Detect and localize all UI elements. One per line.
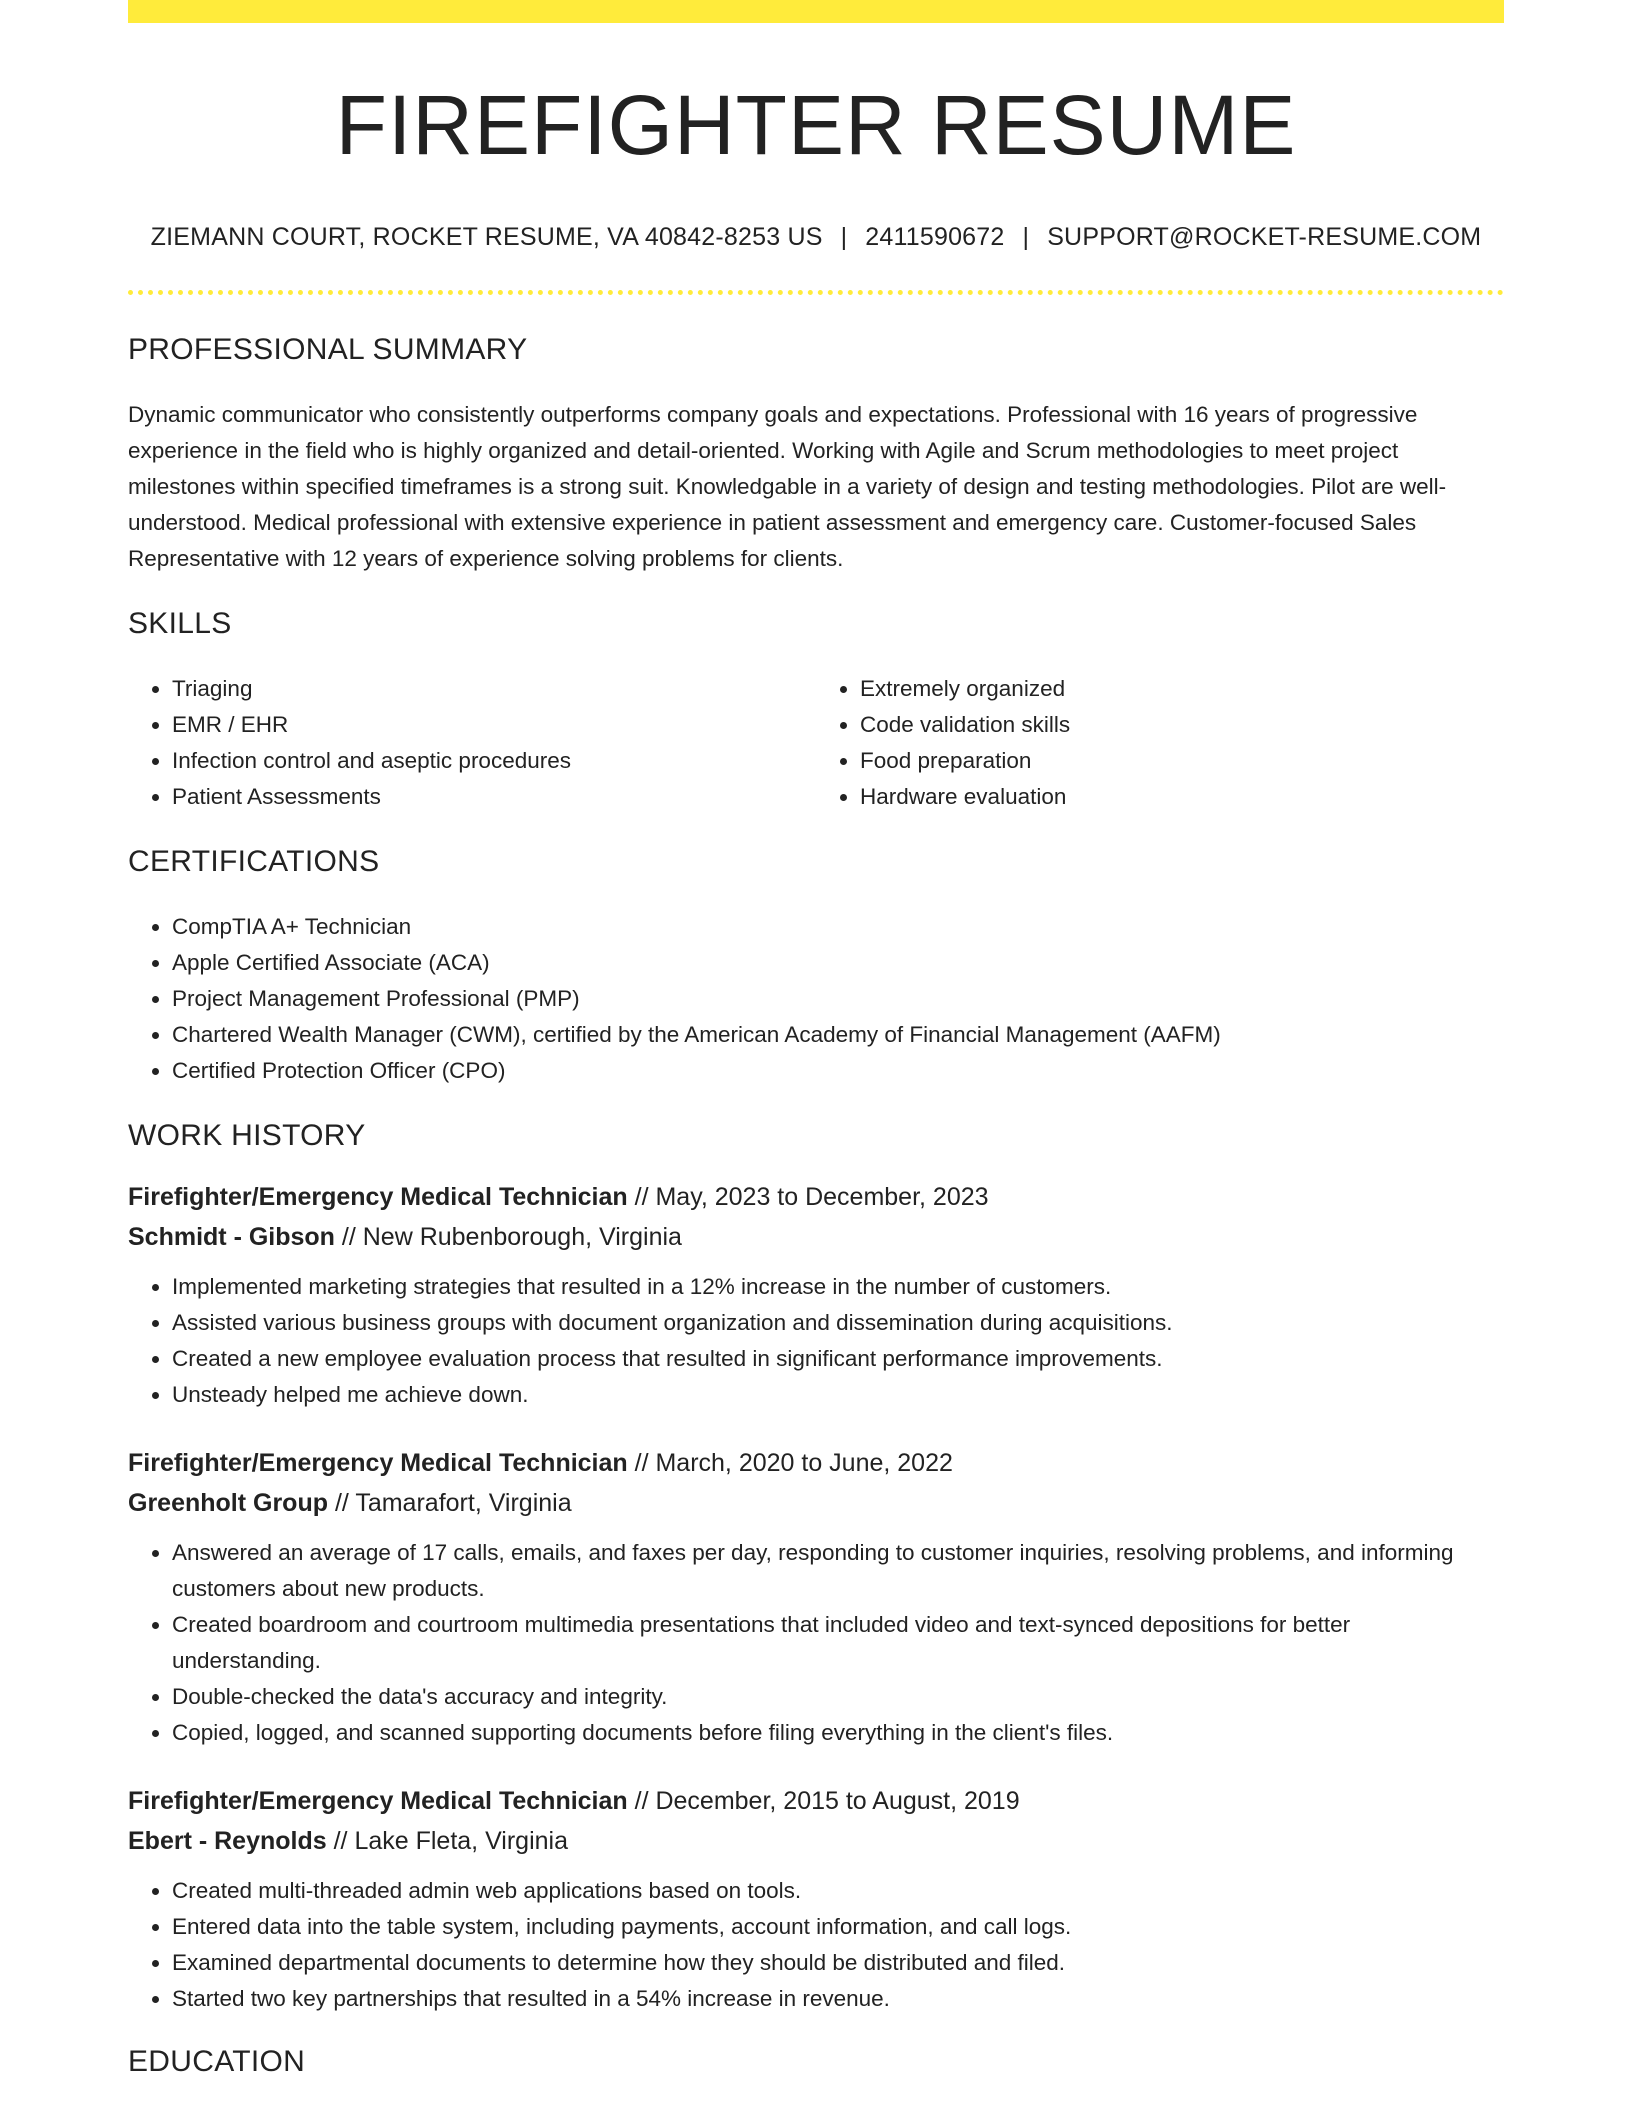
contact-phone: 2411590672	[865, 223, 1005, 252]
contact-address: ZIEMANN COURT, ROCKET RESUME, VA 40842-8253 US	[150, 223, 823, 252]
job-bullets	[128, 1535, 1504, 1751]
job-company-line	[128, 1217, 1504, 1257]
job-title-line	[128, 1177, 1504, 1217]
job-bullet: • Assisted various business groups with document organization and dissemination during acquisitions.	[172, 1305, 1504, 1341]
job-company: Greenholt Group	[128, 1489, 328, 1518]
top-accent-bar	[128, 0, 1504, 23]
job-bullet: • Created multi-threaded admin web applications based on tools.	[172, 1873, 1504, 1909]
resume-title: FIREFIGHTER RESUME	[335, 78, 1297, 172]
skills-grid	[128, 671, 1504, 815]
job-bullet: • Created a new employee evaluation process that resulted in significant performance improvements.	[172, 1341, 1504, 1377]
job-bullet: • Created boardroom and courtroom multimedia presentations that included video and text-synced depositions for better understanding.	[172, 1607, 1504, 1679]
job-title-line	[128, 1443, 1504, 1483]
skill-item: • Patient Assessments	[172, 779, 816, 815]
job-company: Ebert - Reynolds	[128, 1827, 327, 1856]
skills-section	[128, 607, 1504, 815]
job-role: Firefighter/Emergency Medical Technician	[128, 1449, 628, 1478]
skill-item: • Infection control and aseptic procedures	[172, 743, 816, 779]
resume-page	[128, 0, 1504, 2079]
header-divider	[128, 290, 1504, 295]
certification-item: • Chartered Wealth Manager (CWM), certified by the American Academy of Financial Management (AAFM)	[172, 1017, 1504, 1053]
certifications-list	[128, 909, 1504, 1089]
job-entry	[128, 1781, 1504, 2017]
job-dates: // March, 2020 to June, 2022	[627, 1449, 953, 1478]
job-bullet: • Double-checked the data's accuracy and integrity.	[172, 1679, 1504, 1715]
certification-item: • Apple Certified Associate (ACA)	[172, 945, 1504, 981]
skill-item: • Hardware evaluation	[860, 779, 1504, 815]
skill-item: • EMR / EHR	[172, 707, 816, 743]
job-company-line	[128, 1483, 1504, 1523]
job-title-line	[128, 1781, 1504, 1821]
job-dates: // May, 2023 to December, 2023	[627, 1183, 989, 1212]
summary-text: Dynamic communicator who consistently outperforms company goals and expectations. Professional with 16 years of progressive experience in the field who is highly organized and detail-oriented. Working with Agile and Scrum methodologies to meet project milestones within specified timeframes is a strong suit. Knowledgable in a variety of design and testing methodologies. Pilot are well-understood. Medical professional with extensive experience in patient assessment and emergency care. Customer-focused Sales Representative with 12 years of experience solving problems for clients.	[128, 402, 1447, 572]
contact-separator: |	[1022, 223, 1030, 252]
certification-item: • Certified Protection Officer (CPO)	[172, 1053, 1504, 1089]
skills-list-left	[128, 671, 816, 815]
work-history-heading: WORK HISTORY	[128, 1119, 366, 1153]
job-bullet: • Entered data into the table system, including payments, account information, and call logs.	[172, 1909, 1504, 1945]
job-bullet: • Implemented marketing strategies that resulted in a 12% increase in the number of customers.	[172, 1269, 1504, 1305]
skill-item: • Code validation skills	[860, 707, 1504, 743]
job-location: // Tamarafort, Virginia	[328, 1489, 572, 1518]
job-bullet: • Started two key partnerships that resulted in a 54% increase in revenue.	[172, 1981, 1504, 2017]
job-bullet: • Unsteady helped me achieve down.	[172, 1377, 1504, 1413]
skill-item: • Food preparation	[860, 743, 1504, 779]
contact-separator: |	[840, 223, 848, 252]
job-bullet: • Examined departmental documents to determine how they should be distributed and filed.	[172, 1945, 1504, 1981]
summary-heading: PROFESSIONAL SUMMARY	[128, 333, 528, 367]
job-entry	[128, 1443, 1504, 1751]
certification-item: • Project Management Professional (PMP)	[172, 981, 1504, 1017]
certifications-section	[128, 845, 1504, 1089]
job-bullets	[128, 1873, 1504, 2017]
education-section	[128, 2045, 1504, 2079]
contact-email: SUPPORT@ROCKET-RESUME.COM	[1047, 223, 1482, 252]
certifications-heading: CERTIFICATIONS	[128, 845, 380, 879]
job-entry	[128, 1177, 1504, 1413]
job-role: Firefighter/Emergency Medical Technician	[128, 1787, 628, 1816]
certification-item: • CompTIA A+ Technician	[172, 909, 1504, 945]
work-history-section	[128, 1119, 1504, 2017]
job-company-line	[128, 1821, 1504, 1861]
job-company: Schmidt - Gibson	[128, 1223, 335, 1252]
education-heading: EDUCATION	[128, 2045, 306, 2079]
contact-line	[128, 223, 1504, 252]
job-location: // Lake Fleta, Virginia	[326, 1827, 568, 1856]
skill-item: • Extremely organized	[860, 671, 1504, 707]
skill-item: • Triaging	[172, 671, 816, 707]
job-bullet: • Answered an average of 17 calls, emails, and faxes per day, responding to customer inquiries, resolving problems, and informing customers about new products.	[172, 1535, 1504, 1607]
job-bullets	[128, 1269, 1504, 1413]
job-dates: // December, 2015 to August, 2019	[627, 1787, 1020, 1816]
skills-list-right	[816, 671, 1504, 815]
job-location: // New Rubenborough, Virginia	[334, 1223, 682, 1252]
job-role: Firefighter/Emergency Medical Technician	[128, 1183, 628, 1212]
job-bullet: • Copied, logged, and scanned supporting documents before filing everything in the client's files.	[172, 1715, 1504, 1751]
skills-heading: SKILLS	[128, 607, 232, 641]
summary-section	[128, 333, 1504, 577]
